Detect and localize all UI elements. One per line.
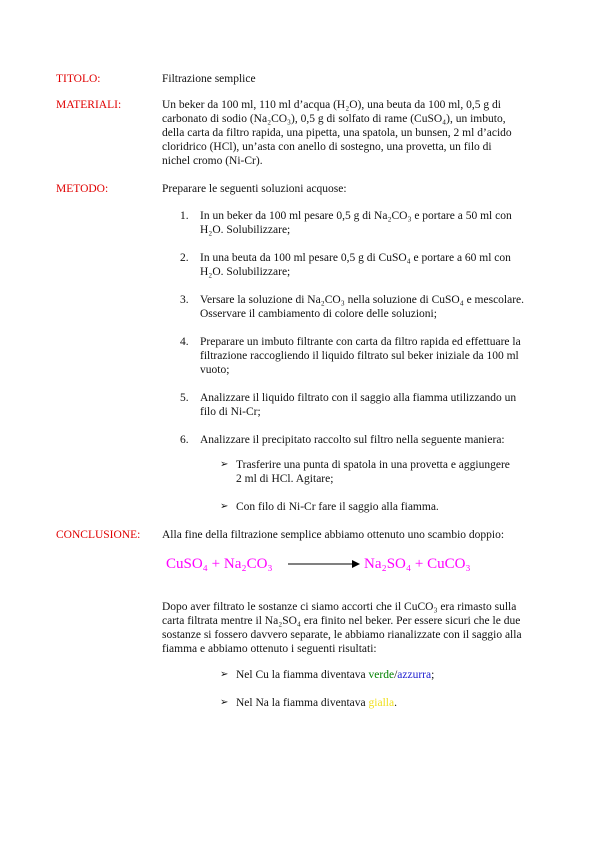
substep-line: Trasferire una punta di spatola in una provetta e aggiungere xyxy=(236,459,510,471)
reaction-arrow-icon xyxy=(288,558,360,570)
result-prefix: Nel Cu la fiamma diventava xyxy=(236,669,369,681)
result-suffix: . xyxy=(394,697,397,709)
substep-line: 2 ml di HCl. Agitare; xyxy=(236,473,334,485)
result-item-cu xyxy=(220,668,540,682)
flame-color-green: verde xyxy=(368,669,395,681)
step-number: 3. xyxy=(180,294,189,306)
step-line: In un beker da 100 ml pesare 0,5 g di Na₂CO₃ e portare a 50 ml con xyxy=(200,210,512,222)
metodo-substeps-list xyxy=(220,458,540,528)
step-line: H₂O. Solubilizzare; xyxy=(200,224,291,236)
step-item xyxy=(180,335,546,377)
arrow-bullet-icon: ➢ xyxy=(220,501,229,512)
materiali-line: carbonato di sodio (Na₂CO₃), 0,5 g di solfato di rame (CuSO₄), un imbuto, xyxy=(162,113,506,125)
step-line: Analizzare il precipitato raccolto sul filtro nella seguente maniera: xyxy=(200,434,505,446)
result-prefix: Nel Na la fiamma diventava xyxy=(236,697,369,709)
substep-item xyxy=(220,458,540,486)
arrow-bullet-icon: ➢ xyxy=(220,697,229,708)
metodo-intro: Preparare le seguenti soluzioni acquose: xyxy=(162,183,347,195)
titolo-label: TITOLO: xyxy=(56,73,101,85)
step-line: H₂O. Solubilizzare; xyxy=(200,266,291,278)
chemical-equation xyxy=(166,555,506,575)
substep-item xyxy=(220,500,540,514)
substep-line: Con filo di Ni-Cr fare il saggio alla fiamma. xyxy=(236,501,439,513)
step-number: 1. xyxy=(180,210,189,222)
step-number: 5. xyxy=(180,392,189,404)
equation-reactants: CuSO₄ + Na₂CO₃ xyxy=(166,556,273,572)
step-number: 4. xyxy=(180,336,189,348)
step-line: filo di Ni-Cr; xyxy=(200,406,261,418)
step-item xyxy=(180,433,546,447)
step-line: vuoto; xyxy=(200,364,230,376)
step-line: Osservare il cambiamento di colore delle soluzioni; xyxy=(200,308,437,320)
flame-color-blue: azzurra xyxy=(397,669,432,681)
conclusione-label: CONCLUSIONE: xyxy=(56,529,141,541)
step-number: 2. xyxy=(180,252,189,264)
materiali-label: MATERIALI: xyxy=(56,99,122,111)
paragraph-line: Dopo aver filtrato le sostanze ci siamo accorti che il CuCO₃ era rimasto sulla xyxy=(162,601,517,613)
color-separator: / xyxy=(394,669,398,681)
materiali-line: Un beker da 100 ml, 110 ml d’acqua (H₂O), una beuta da 100 ml, 0,5 g di xyxy=(162,99,501,111)
step-item xyxy=(180,391,546,419)
arrow-bullet-icon: ➢ xyxy=(220,459,229,470)
conclusione-intro: Alla fine della filtrazione semplice abbiamo ottenuto uno scambio doppio: xyxy=(162,529,505,541)
metodo-steps-list xyxy=(180,209,546,461)
equation-products: Na₂SO₄ + CuCO₃ xyxy=(364,556,471,572)
step-item xyxy=(180,293,546,321)
step-line: Versare la soluzione di Na₂CO₃ nella soluzione di CuSO₄ e mescolare. xyxy=(200,294,525,306)
arrow-bullet-icon: ➢ xyxy=(220,669,229,680)
metodo-label: METODO: xyxy=(56,183,109,195)
step-item xyxy=(180,209,546,237)
conclusione-paragraph xyxy=(162,600,552,656)
flame-color-yellow: gialla xyxy=(368,697,395,709)
result-item-na xyxy=(220,696,540,710)
paragraph-line: sostanze si fossero davvero separate, le abbiamo rianalizzate con il saggio alla xyxy=(162,629,522,641)
step-line: Preparare un imbuto filtrante con carta da filtro rapida ed effettuare la xyxy=(200,336,521,348)
titolo-text: Filtrazione semplice xyxy=(162,73,256,85)
step-line: filtrazione raccogliendo il liquido filtrato sul beker iniziale da 100 ml xyxy=(200,350,519,362)
results-list xyxy=(220,668,540,724)
result-suffix: ; xyxy=(431,669,435,681)
paragraph-line: carta filtrata mentre il Na₂SO₄ era finito nel beker. Per essere sicuri che le due xyxy=(162,615,521,627)
step-line: Analizzare il liquido filtrato con il saggio alla fiamma utilizzando un xyxy=(200,392,517,404)
step-line: In una beuta da 100 ml pesare 0,5 g di CuSO₄ e portare a 60 ml con xyxy=(200,252,511,264)
paragraph-line: fiamma e abbiamo ottenuto i seguenti risultati: xyxy=(162,643,377,655)
materiali-line: cloridrico (HCl), un’asta con anello di sostegno, una provetta, un filo di xyxy=(162,141,492,153)
step-item xyxy=(180,251,546,279)
materiali-line: della carta da filtro rapida, una pipetta, una spatola, un bunsen, 2 ml d’acido xyxy=(162,127,512,139)
materiali-text xyxy=(162,98,546,168)
materiali-line: nichel cromo (Ni-Cr). xyxy=(162,155,263,167)
step-number: 6. xyxy=(180,434,189,446)
